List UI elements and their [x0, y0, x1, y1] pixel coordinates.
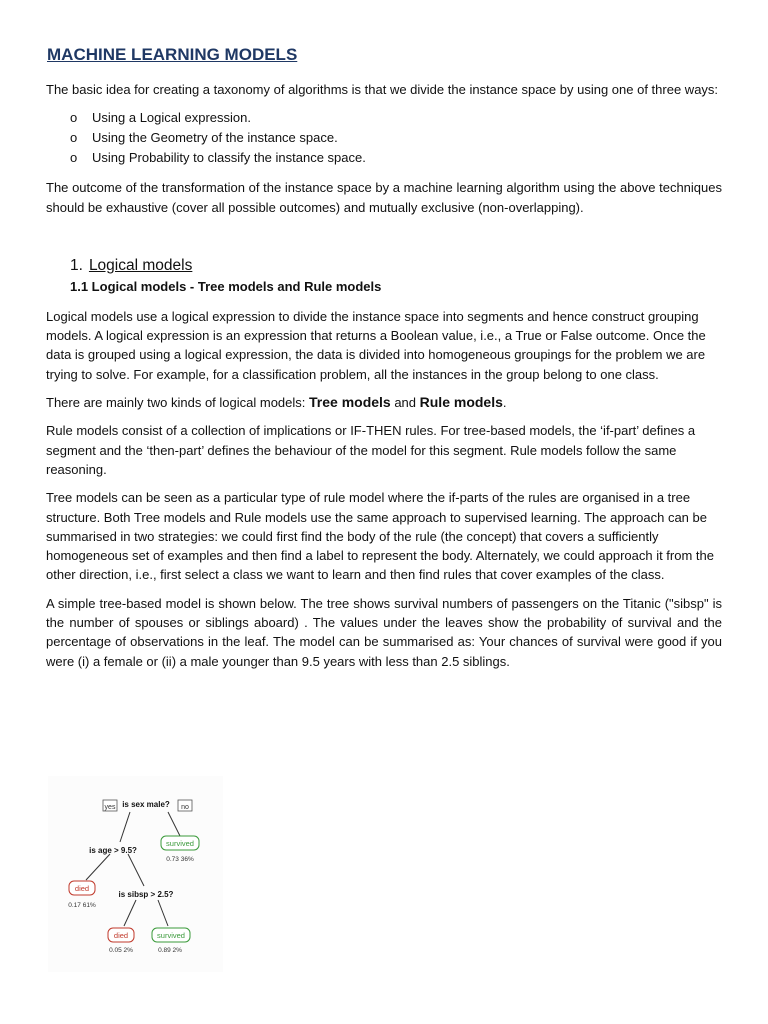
- edge-sibsp-survived: [158, 900, 168, 926]
- edge-sibsp-died: [124, 900, 136, 926]
- tree-models-paragraph: Tree models can be seen as a particular type of rule model where the if-parts of the rules are organised in a tree structure. Both Tree models and Rule models use the same approach to supervised learning. The approach can be summarised in two strategies: we could first find the body of the rule (the concept) that covers a sufficiently homogeneous set of examples and then find a label to represent the body. Alternately, we could approach it from the other direction, i.e., first select a class we want to learn and then find rules that cover examples of the class.: [46, 490, 714, 583]
- section-heading: [70, 255, 722, 277]
- edge-root-age: [120, 812, 130, 842]
- bullet-icon: o: [70, 150, 78, 166]
- leaf-survived-stats: 0.73 36%: [166, 856, 194, 863]
- decision-tree-svg: [48, 776, 223, 972]
- no-branch-label: no: [181, 804, 189, 811]
- subsection-heading: 1.1 Logical models - Tree models and Rule models: [70, 278, 382, 294]
- bullet-icon: o: [70, 130, 78, 146]
- edge-age-died: [86, 854, 110, 880]
- document-title: MACHINE LEARNING MODELS: [47, 45, 298, 64]
- leaf-survived-bottom-stats: 0.89 2%: [158, 947, 182, 954]
- list-item: o Using the Geometry of the instance space.: [70, 128, 722, 148]
- leaf-died-bottom-stats: 0.05 2%: [109, 947, 133, 954]
- yes-branch-label: yes: [104, 804, 116, 811]
- outcome-paragraph: The outcome of the transformation of the instance space by a machine learning algorithm using the above techniques should be exhaustive (cover all possible outcomes) and mutually exclusive (non-overlapping).: [46, 180, 722, 215]
- bullet-icon: o: [70, 110, 78, 126]
- list-item: o Using Probability to classify the instance space.: [70, 148, 722, 168]
- tree-example-paragraph: A simple tree-based model is shown below. The tree shows survival numbers of passengers on the Titanic ("sibsp" is the number of spouses or siblings aboard) . The values under the leaves show the probability of survival and the percentage of observations in the leaf. The model can be summarised as: Your chances of survival were good if you were (i) a female or (ii) a male younger than 9.5 years with less than 2.5 siblings.: [46, 595, 722, 669]
- logical-models-paragraph: Logical models use a logical expression to divide the instance space into segments and hence construct grouping models. A logical expression is an expression that returns a Boolean value, i.e., a True or False outcome. Once the data is grouped using a logical expression, the data is divided into homogeneous groupings for the problem we are trying to solve. For example, for a classification problem, all the instances in the group belong to one class.: [46, 308, 706, 382]
- list-item: o Using a Logical expression.: [70, 108, 722, 128]
- section-number: 1.: [70, 256, 83, 274]
- rule-models-paragraph: Rule models consist of a collection of implications or IF-THEN rules. For tree-based models, the ‘if-part’ defines a segment and the ‘then-part’ defines the behaviour of the model for this segment. Rule models follow the same reasoning.: [46, 423, 696, 477]
- age-question: is age > 9.5?: [89, 846, 137, 855]
- leaf-survived-label: survived: [166, 839, 194, 848]
- leaf-died-stats: 0.17 61%: [68, 902, 96, 909]
- sibsp-question: is sibsp > 2.5?: [118, 890, 174, 899]
- rule-models-term: Rule models: [419, 394, 503, 411]
- leaf-died-bottom-label: died: [113, 931, 129, 940]
- approach-list: [46, 108, 722, 168]
- intro-paragraph: The basic idea for creating a taxonomy of algorithms is that we divide the instance space by using one of three ways:: [46, 82, 719, 97]
- leaf-died-label: died: [74, 884, 90, 893]
- root-question: is sex male?: [122, 800, 170, 809]
- leaf-survived-bottom-label: survived: [157, 931, 185, 940]
- section-title: Logical models: [88, 256, 193, 274]
- edge-root-survived: [168, 812, 180, 836]
- tree-models-term: Tree models: [309, 394, 391, 411]
- kinds-paragraph: There are mainly two kinds of logical models: Tree models and Rule models.: [46, 394, 507, 411]
- document-content: [46, 44, 722, 680]
- edge-age-sibsp: [128, 854, 144, 886]
- decision-tree-figure: [48, 776, 223, 972]
